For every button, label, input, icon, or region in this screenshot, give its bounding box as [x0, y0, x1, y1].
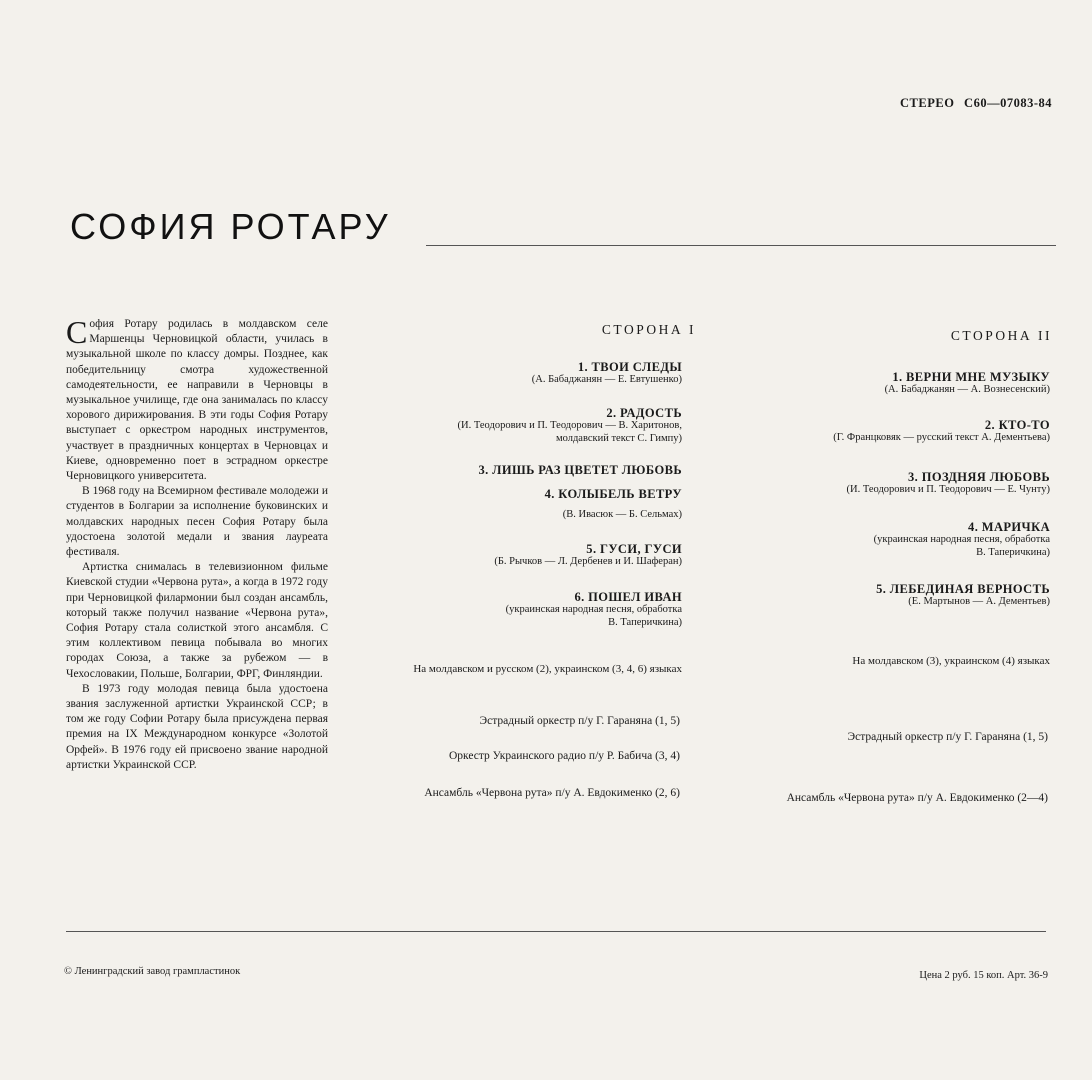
side1-orchestra-3: Ансамбль «Червона рута» п/у А. Евдокименко (2, 6) — [424, 787, 680, 799]
side1-track-3: 3. ЛИШЬ РАЗ ЦВЕТЕТ ЛЮБОВЬ — [478, 463, 682, 477]
bio-paragraph-4: В 1973 году молодая певица была удостоена звания заслуженной артистки Украинской ССР; в том же году Софии Ротару была присуждена первая премия на IX Международном конкурсе «Золотой Орфей». В 1976 году ей присвоено звание народной артистки Украинской ССР. — [66, 682, 328, 771]
side2-orchestra-1: Эстрадный оркестр п/у Г. Гараняна (1, 5) — [847, 731, 1048, 743]
catalog-line — [900, 96, 1052, 111]
side2-track-3: 3. ПОЗДНЯЯ ЛЮБОВЬ (И. Теодорович и П. Теодорович — Е. Чунту) — [846, 470, 1050, 495]
side1-track-6: 6. ПОШЕЛ ИВАН (украинская народная песня, обработка В. Таперичкина) — [505, 590, 682, 628]
side1-heading: СТОРОНА I — [601, 322, 696, 337]
side1-track-5: 5. ГУСИ, ГУСИ (Б. Рычков — Л. Дербенев и И. Шаферан) — [494, 542, 682, 567]
bottom-rule — [66, 931, 1046, 932]
price-note: Цена 2 руб. 15 коп. Арт. 36-9 — [919, 970, 1048, 981]
bio-paragraph-3: Артистка снималась в телевизионном фильме Киевской студии «Червона рута», а когда в 1972 году при Черновицкой филармонии был создан ансамбль, который также получил название «Червона рута», София Ротару стала солисткой этого ансамбля. С этим коллективом певица побывала во многих городах Союза, а также за рубежом — в Чехословакии, Польше, Болгарии, ФРГ, Финляндии. — [66, 561, 328, 680]
side2-orchestra-2: Ансамбль «Червона рута» п/у А. Евдокименко (2—4) — [786, 792, 1048, 804]
side1-orchestra-2: Оркестр Украинского радио п/у Р. Бабича (3, 4) — [449, 750, 680, 762]
title-rule — [426, 245, 1056, 246]
bio-paragraph-2: В 1968 году на Всемирном фестивале молодежи и студентов в Болгарии за исполнение буковинских и молдавских народных песен София Ротару была удостоена золотой медали и звания лауреата фестиваля. — [66, 485, 328, 559]
side2-track-5: 5. ЛЕБЕДИНАЯ ВЕРНОСТЬ (Е. Мартынов — А. Дементьев) — [876, 582, 1050, 607]
dropcap: С — [66, 314, 88, 350]
stereo-label: СТЕРЕО — [900, 96, 955, 110]
side2-heading: СТОРОНА II — [950, 328, 1052, 343]
catalog-number: С60—07083-84 — [964, 96, 1052, 110]
side1-track-2: 2. РАДОСТЬ (И. Теодорович и П. Теодорович — В. Харитонов, молдавский текст С. Гимпу) — [457, 406, 682, 444]
artist-title: СОФИЯ РОТАРУ — [70, 206, 391, 247]
manufacturer-note: © Ленинградский завод грампластинок — [64, 966, 241, 977]
side2-track-4: 4. МАРИЧКА (украинская народная песня, обработка В. Таперичкина) — [873, 520, 1050, 558]
side1-languages: На молдавском и русском (2), украинском (3, 4, 6) языках — [413, 663, 682, 675]
bio-paragraph-1: София Ротару родилась в молдавском селе Маршенцы Черновицкой области, училась в музыкальной школе по классу домры. Позднее, как победительницу смотра художественной самодеятельности, ее направили в Черновцы в музыкальное училище, где она занималась по классу хорового дирижирования. В эти годы София Ротару выступает с оркестром народных инструментов, участвует в праздничных концертах в Черновцах и Киеве, одновременно поет в эстрадном оркестре Черновицкого университета. — [66, 314, 328, 483]
side2-track-2: 2. КТО-ТО (Г. Францковяк — русский текст А. Дементьева) — [833, 418, 1050, 443]
side2-languages: На молдавском (3), украинском (4) языках — [852, 655, 1050, 667]
side1-track-4: 4. КОЛЫБЕЛЬ ВЕТРУ (В. Ивасюк — Б. Сельмах) — [544, 487, 682, 520]
side1-orchestra-1: Эстрадный оркестр п/у Г. Гараняна (1, 5) — [479, 715, 680, 727]
side1-track-1: 1. ТВОИ СЛЕДЫ (А. Бабаджанян — Е. Евтушенко) — [531, 360, 682, 385]
biography — [66, 314, 328, 773]
side2-track-1: 1. ВЕРНИ МНЕ МУЗЫКУ (А. Бабаджанян — А. Вознесенский) — [884, 370, 1050, 395]
